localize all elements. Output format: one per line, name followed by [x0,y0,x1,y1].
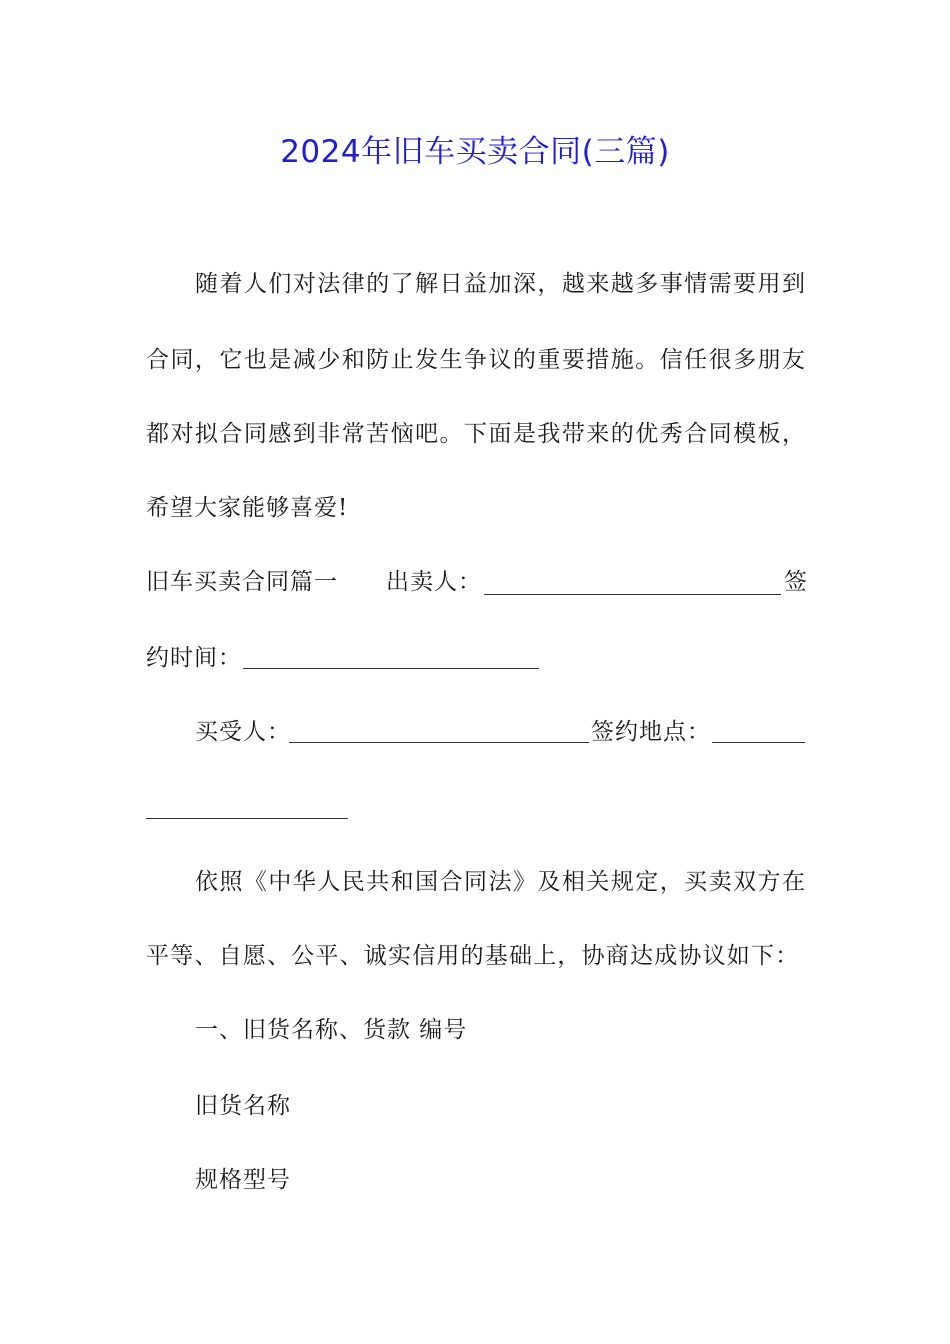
buyer-label: 买受人： [195,719,291,745]
intro-line-3: 都对拟合同感到非常苦恼吧。下面是我带来的优秀合同模板， [146,421,805,447]
intro-line-2: 合同，它也是减少和防止发生争议的重要措施。信任很多朋友 [146,347,805,373]
seller-label: 出卖人： [386,569,482,595]
intro-line-4: 希望大家能够喜爱! [146,495,349,521]
basis-line-1: 依照《中华人民共和国合同法》及相关规定，买卖双方在 [195,869,805,895]
buyer-blank [289,742,589,743]
section-1-heading: 一、旧货名称、货款 编号 [195,1017,468,1043]
sign-time-label: 约时间： [146,645,242,671]
item-name-label: 旧货名称 [195,1093,291,1119]
sign-char: 签 [784,569,807,595]
sign-time-blank [243,668,539,669]
basis-line-2: 平等、自愿、公平、诚实信用的基础上，协商达成协议如下： [146,943,800,969]
sign-place-label: 签约地点： [591,719,711,745]
item-spec-label: 规格型号 [195,1167,291,1193]
intro-line-1: 随着人们对法律的了解日益加深，越来越多事情需要用到 [195,271,805,297]
contract-heading: 旧车买卖合同篇一 [146,569,338,595]
sign-place-blank-continued [146,818,348,819]
sign-place-blank [712,742,805,743]
seller-blank [484,594,781,595]
document-title: 2024年旧车买卖合同(三篇) [280,134,670,170]
